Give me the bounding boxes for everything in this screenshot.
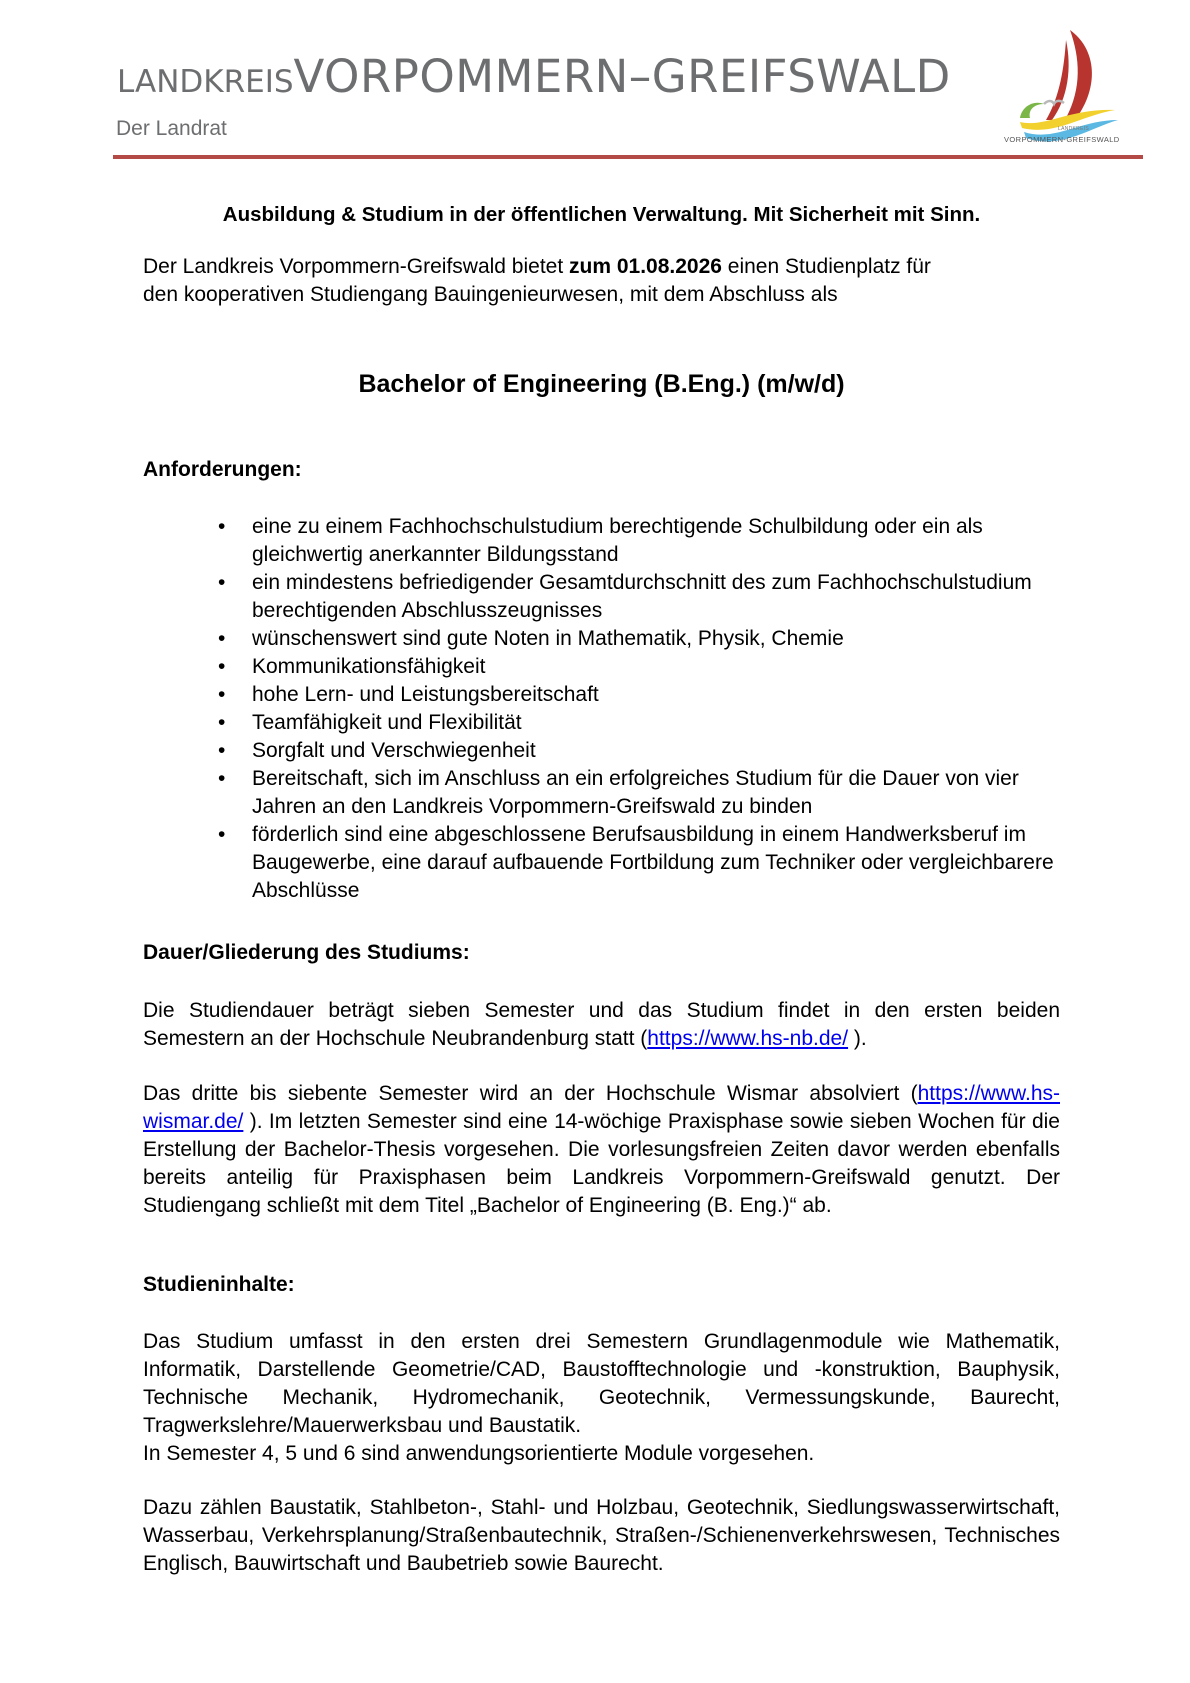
list-item: • Bereitschaft, sich im Anschluss an ein erfolgreiches Studium für die Dauer von vier Jahren an den Landkreis Vorpommern-Greifswald zu binden <box>218 767 1019 818</box>
brand-bold: VORPOMMERN–GREIFSWALD <box>293 50 951 103</box>
hs-wismar-link[interactable]: https://www.hs-wismar.de/ <box>143 1082 1060 1133</box>
letterhead <box>0 0 1190 170</box>
list-item: • eine zu einem Fachhochschulstudium berechtigende Schulbildung oder ein als gleichwertig anerkannter Bildungsstand <box>218 515 983 566</box>
list-item: • hohe Lern- und Leistungsbereitschaft <box>143 681 1060 709</box>
tagline: Ausbildung & Studium in der öffentlichen Verwaltung. Mit Sicherheit mit Sinn. <box>222 203 981 226</box>
intro-text-2: einen Studienplatz für <box>721 255 931 278</box>
requirements-list <box>143 513 1060 905</box>
list-item: • förderlich sind eine abgeschlossene Berufsausbildung in einem Handwerksberuf im Baugewerbe, eine darauf aufbauende Fortbildung zum Techniker oder vergleichbarere Abschlüsse <box>218 823 1054 902</box>
bullet-icon: • <box>218 823 226 846</box>
duration-paragraph-2: Das dritte bis siebente Semester wird an der Hochschule Wismar absolviert (https://www.hs-wismar.de/ ). Im letzten Semester sind eine 14-wöchige Praxisphase sowie sieben Wochen für die Erstellung der Bachelor-Thesis vorgesehen. Die vorlesungsfreien Zeiten davor werden ebenfalls bereits anteilig für Praxisphasen beim Landkreis Vorpommern-Greifswald genutzt. Der Studiengang schließt mit dem Titel „Bachelor of Engineering (B. Eng.)“ ab. <box>143 1082 1060 1217</box>
contents-paragraph-1: Das Studium umfasst in den ersten drei Semestern Grundlagenmodule wie Mathematik, Informatik, Darstellende Geometrie/CAD, Baustofftechnologie und -konstruktion, Bauphysik, Technische Mechanik, Hydromechanik, Geotechnik, Vermessungskunde, Baurecht, Tragwerkslehre/Mauerwerksbau und Baustatik. <box>143 1330 1060 1437</box>
bullet-icon: • <box>218 515 226 538</box>
duration-paragraph-1: Die Studiendauer beträgt sieben Semester und das Studium findet in den ersten beiden Semestern an der Hochschule Neubrandenburg statt (https://www.hs-nb.de/ ). <box>143 999 1060 1050</box>
contents-paragraph-2: Dazu zählen Baustatik, Stahlbeton-, Stahl- und Holzbau, Geotechnik, Siedlungswasserwirtschaft, Wasserbau, Verkehrsplanung/Straßenbautechnik, Straßen-/Schienenverkehrswesen, Technisches Englisch, Bauwirtschaft und Baubetrieb sowie Baurecht. <box>143 1496 1060 1575</box>
brand-name <box>117 50 951 103</box>
duration-heading: Dauer/Gliederung des Studiums: <box>143 941 470 964</box>
bullet-icon: • <box>218 571 226 594</box>
logo-caption: VORPOMMERN-GREIFSWALD <box>1004 135 1120 144</box>
logo-caption-small: LANDKREIS <box>1058 126 1090 132</box>
degree-title: Bachelor of Engineering (B.Eng.) (m/w/d) <box>358 370 845 398</box>
bullet-icon: • <box>218 627 226 650</box>
hs-nb-link[interactable]: https://www.hs-nb.de/ <box>647 1027 849 1050</box>
letterhead-subtitle: Der Landrat <box>116 117 227 140</box>
list-item: • Kommunikationsfähigkeit <box>143 653 1060 681</box>
list-item: • Sorgfalt und Verschwiegenheit <box>143 737 1060 765</box>
bullet-icon: • <box>218 655 226 678</box>
contents-heading: Studieninhalte: <box>143 1273 295 1296</box>
brand-light: LANDKREIS <box>117 64 294 100</box>
intro-paragraph <box>143 253 1060 309</box>
list-item: • Teamfähigkeit und Flexibilität <box>143 709 1060 737</box>
bullet-icon: • <box>218 711 226 734</box>
list-item: • wünschenswert sind gute Noten in Mathematik, Physik, Chemie <box>143 625 1060 653</box>
intro-text-1: Der Landkreis Vorpommern-Greifswald bietet <box>143 255 570 278</box>
bullet-icon: • <box>218 683 226 706</box>
start-date: zum 01.08.2026 <box>569 255 722 278</box>
intro-text-3: den kooperativen Studiengang Bauingenieurwesen, mit dem Abschluss als <box>143 283 838 306</box>
list-item: • ein mindestens befriedigender Gesamtdurchschnitt des zum Fachhochschulstudium berechtigenden Abschlusszeugnisses <box>218 571 1032 622</box>
bullet-icon: • <box>218 767 226 790</box>
requirements-heading: Anforderungen: <box>143 458 302 481</box>
bullet-icon: • <box>218 739 226 762</box>
header-divider <box>113 155 1143 159</box>
contents-paragraph-1-last: In Semester 4, 5 und 6 sind anwendungsorientierte Module vorgesehen. <box>143 1442 815 1465</box>
